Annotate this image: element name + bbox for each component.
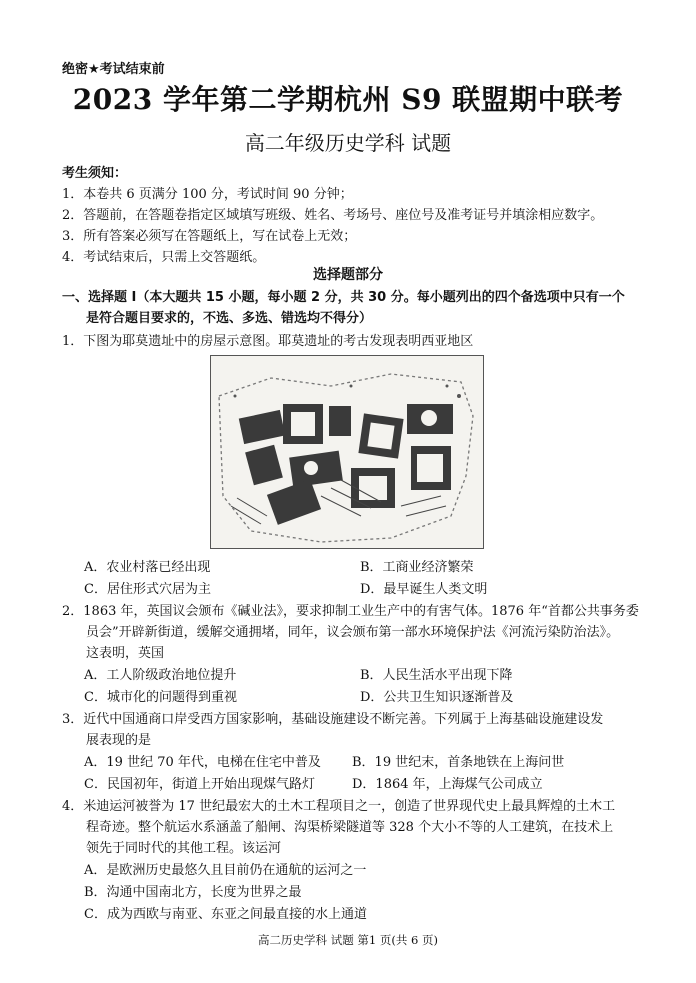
exam-subtitle: 高二年级历史学科 试题 bbox=[244, 131, 452, 155]
notice-item: 1．本卷共 6 页满分 100 分，考试时间 90 分钟； bbox=[62, 187, 353, 202]
option-c: C．民国初年，街道上开始出现煤气路灯 bbox=[84, 777, 315, 792]
option-a: A．是欧洲历史最悠久且目前仍在通航的运河之一 bbox=[84, 863, 367, 878]
part-instructions-line: 是符合题目要求的，不选、多选、错选均不得分） bbox=[86, 311, 373, 326]
house-remains-illustration bbox=[211, 356, 483, 548]
question-1-stem: 1．下图为耶莫遗址中的房屋示意图。耶莫遗址的考古发现表明西亚地区 bbox=[62, 334, 474, 349]
question-4-stem-line: 4．米迪运河被誉为 17 世纪最宏大的土木工程项目之一，创造了世界现代史上最具辉煌的土木工 bbox=[62, 799, 616, 814]
notice-heading: 考生须知： bbox=[62, 166, 128, 181]
archaeological-site-figure bbox=[210, 355, 484, 549]
question-4-stem-line: 领先于同时代的其他工程。该运河 bbox=[86, 841, 282, 856]
option-b: B．19 世纪末，首条地铁在上海问世 bbox=[352, 755, 565, 770]
option-a: A．工人阶级政治地位提升 bbox=[84, 668, 237, 683]
section-title: 选择题部分 bbox=[313, 267, 383, 283]
question-3-stem-line: 3．近代中国通商口岸受西方国家影响，基础设施建设不断完善。下列属于上海基础设施建设发 bbox=[62, 712, 604, 727]
page-footer: 高二历史学科 试题 第1 页(共 6 页) bbox=[258, 933, 438, 947]
confidential-label: 绝密★考试结束前 bbox=[62, 62, 165, 77]
option-c: C．城市化的问题得到重视 bbox=[84, 690, 237, 705]
option-b: B．沟通中国南北方，长度为世界之最 bbox=[84, 885, 302, 900]
option-a: A．19 世纪 70 年代，电梯在住宅中普及 bbox=[84, 755, 321, 770]
part-instructions-line: 一、选择题 I（本大题共 15 小题，每小题 2 分，共 30 分。每小题列出的四个备选项中只有一个 bbox=[62, 290, 625, 305]
question-2-stem-line: 这表明，英国 bbox=[86, 646, 165, 661]
notice-item: 3．所有答案必须写在答题纸上，写在试卷上无效； bbox=[62, 229, 357, 244]
option-c: C．居住形式穴居为主 bbox=[84, 582, 211, 597]
option-d: D．公共卫生知识逐渐普及 bbox=[360, 690, 514, 705]
question-3-stem-line: 展表现的是 bbox=[86, 733, 152, 748]
notice-item: 2．答题前，在答题卷指定区域填写班级、姓名、考场号、座位号及准考证号并填涂相应数字。 bbox=[62, 208, 604, 223]
option-d: D．最早诞生人类文明 bbox=[360, 582, 488, 597]
option-d: D．1864 年，上海煤气公司成立 bbox=[352, 777, 543, 792]
question-2-stem-line: 2．1863 年，英国议会颁布《碱业法》，要求抑制工业生产中的有害气体。1876 年“首都公共事务委 bbox=[62, 604, 639, 619]
option-b: B．工商业经济繁荣 bbox=[360, 560, 474, 575]
exam-title: 2023 学年第二学期杭州 S9 联盟期中联考 bbox=[72, 83, 624, 116]
notice-item: 4．考试结束后，只需上交答题纸。 bbox=[62, 250, 266, 265]
option-a: A．农业村落已经出现 bbox=[84, 560, 211, 575]
question-4-stem-line: 程奇迹。整个航运水系涵盖了船闸、沟渠桥梁隧道等 328 个大小不等的人工建筑，在技术上 bbox=[86, 820, 614, 835]
option-c: C．成为西欧与南亚、东亚之间最直接的水上通道 bbox=[84, 907, 367, 922]
question-2-stem-line: 员会”开辟新街道，缓解交通拥堵，同年，议会颁布第一部水环境保护法《河流污染防治法》。 bbox=[86, 625, 620, 640]
option-b: B．人民生活水平出现下降 bbox=[360, 668, 513, 683]
